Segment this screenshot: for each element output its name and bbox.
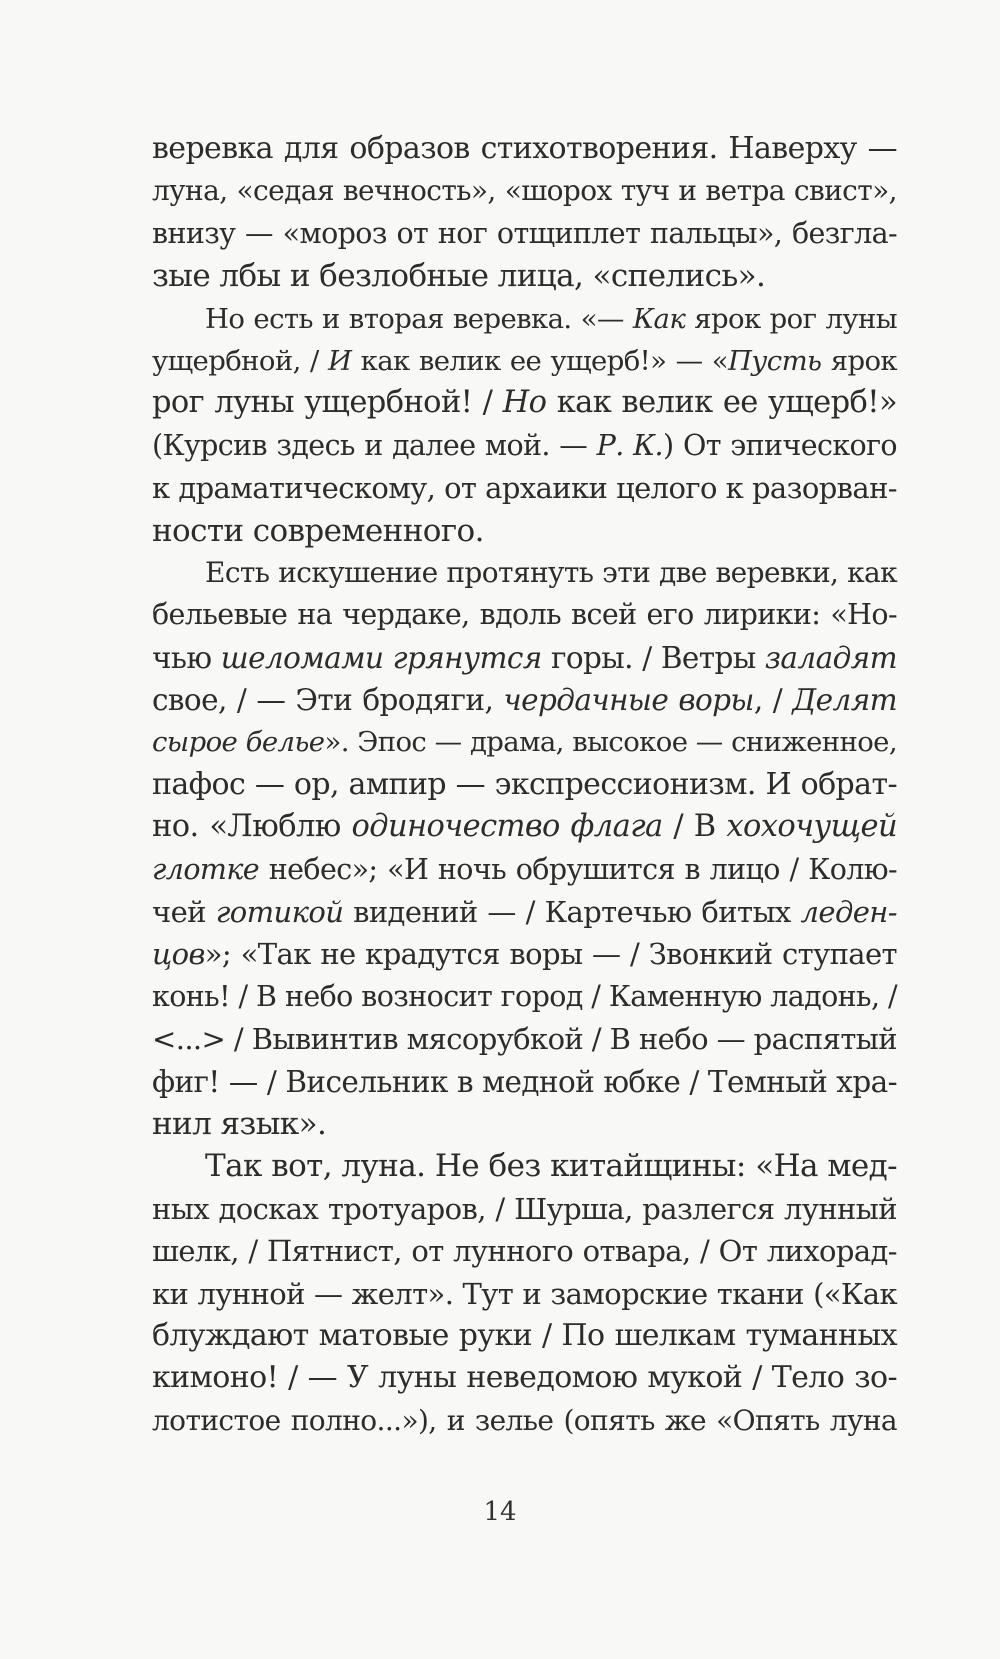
text-segment: / В [662, 809, 727, 845]
italic-text: леден- [800, 895, 898, 930]
text-line [152, 1061, 897, 1103]
text-segment: <...> / Вывинтив мясорубкой / В небо — распятый [152, 1022, 897, 1057]
text-segment: Есть искушение протянуть эти две веревки, как [205, 555, 897, 589]
text-line [152, 637, 897, 679]
text-segment: ярок рог луны [685, 302, 897, 335]
text-segment: чью [152, 640, 221, 675]
italic-text: Делят [792, 683, 897, 718]
text-segment: к драматическому, от архаики целого к разорван- [152, 471, 897, 506]
italic-text: Пусть [728, 344, 822, 377]
italic-text: заладят [764, 640, 897, 675]
text-line [152, 1273, 897, 1315]
text-segment: шелк, / Пятнист, от лунного отвара, / От лихорад- [152, 1234, 897, 1269]
text-segment: ) От эпического [663, 428, 897, 462]
text-line [152, 255, 897, 297]
text-segment: кимоно! / — У луны неведомою мукой / Тело зо- [152, 1360, 897, 1396]
text-segment: Так вот, луна. Не без китайщины: «На мед- [205, 1148, 897, 1185]
text-line [152, 1188, 897, 1230]
text-line [152, 764, 897, 806]
page-number: 14 [483, 1497, 517, 1527]
text-segment: фиг! — / Висельник в медной юбке / Темный хра- [152, 1064, 897, 1099]
text-segment: ». Эпос — драма, высокое — сниженное, [324, 726, 897, 759]
text-segment: но. «Люблю [152, 809, 352, 845]
text-line [152, 933, 897, 975]
text-segment: зые лбы и безлобные лица, «спелись». [152, 258, 766, 295]
text-segment: лотистое полно...»), и зелье (опять же «Опять луна [152, 1403, 897, 1437]
text-segment: горы. / Ветры [541, 640, 765, 675]
paragraph-first-line [152, 1145, 897, 1187]
text-line [152, 1018, 897, 1060]
italic-text: хохочущей [726, 809, 898, 845]
text-segment: »; «Так не крадутся воры — / Звонкий ступает [204, 937, 897, 972]
text-segment: , / [753, 683, 793, 718]
text-segment: как велик ее ущерб!» — « [351, 344, 729, 377]
text-segment: ущербной, / [152, 344, 328, 377]
text-segment: блуждают матовые руки / По шелкам туманных [152, 1317, 897, 1353]
text-segment: видений — / Картечью битых [343, 895, 801, 930]
text-segment: свое, / — Эти бродяги, [152, 683, 504, 718]
italic-text: чердачные воры [503, 683, 754, 718]
text-segment: как велик ее ущерб!» [546, 385, 898, 421]
italic-text: Р. К. [596, 428, 663, 462]
text-line [152, 510, 897, 552]
italic-text: готикой [215, 895, 344, 930]
text-line [152, 721, 897, 763]
text-line [152, 170, 897, 212]
paragraph-first-line [152, 552, 897, 594]
italic-text: Но [502, 385, 547, 421]
text-segment: луна, «седая вечность», «шорох туч и ветра свист», [152, 174, 897, 208]
italic-text: цов [152, 937, 205, 972]
text-line [152, 679, 897, 721]
italic-text: шеломами грянутся [220, 640, 542, 675]
text-segment: чей [152, 895, 216, 930]
text-segment: (Курсив здесь и далее мой. — [152, 428, 597, 462]
text-segment: конь! / В небо возносит город / Каменную ладонь, / [152, 979, 897, 1013]
italic-text: одиночество флага [351, 809, 663, 845]
text-line [152, 1400, 897, 1442]
text-line [152, 340, 897, 382]
text-segment: бельевые на чердаке, вдоль всей его лирики: «Но- [152, 598, 897, 632]
text-segment: ности современного. [152, 512, 484, 549]
text-segment: пафос — ор, ампир — экспрессионизм. И обрат- [152, 766, 897, 802]
text-line [152, 806, 897, 848]
text-segment: ных досках тротуаров, / Шурша, разлегся лунный [152, 1191, 897, 1226]
italic-text: сырое белье [152, 726, 325, 759]
text-segment: рог луны ущербной! / [152, 385, 503, 421]
text-line [152, 213, 897, 255]
text-line [152, 976, 897, 1018]
text-line [152, 1357, 897, 1399]
text-line [152, 594, 897, 636]
italic-text: Как [632, 302, 686, 335]
text-line [152, 467, 897, 509]
text-segment: ярок [821, 344, 897, 377]
text-segment: небес»; «И ночь обрушится в лицо / Колю- [259, 852, 897, 886]
text-line [152, 382, 897, 424]
text-line [152, 1315, 897, 1357]
italic-text: глотке [152, 852, 260, 886]
text-line [152, 1103, 897, 1145]
text-segment: нил язык». [152, 1105, 327, 1142]
text-segment: ки лунной — желт». Тут и заморские ткани («Как [152, 1276, 897, 1311]
text-line [152, 849, 897, 891]
text-segment: Но есть и вторая веревка. «— [205, 302, 633, 335]
text-segment: веревка для образов стихотворения. Наверху — [152, 131, 897, 166]
text-line [152, 1230, 897, 1272]
text-line [152, 128, 897, 170]
text-line [152, 425, 897, 467]
body-text [152, 128, 897, 1442]
text-line [152, 891, 897, 933]
italic-text: И [327, 344, 352, 377]
paragraph-first-line [152, 298, 897, 340]
text-segment: внизу — «мороз от ног отщиплет пальцы», безгла- [152, 216, 897, 250]
